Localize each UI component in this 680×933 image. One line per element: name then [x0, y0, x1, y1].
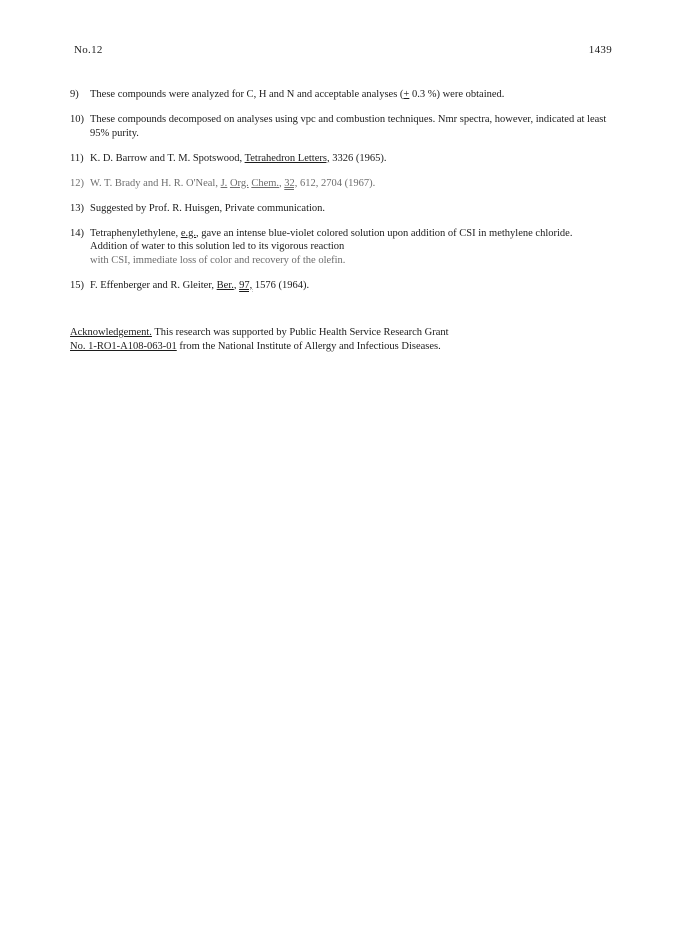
reference-13: 13) Suggested by Prof. R. Huisgen, Private communication.	[70, 202, 326, 214]
reference-number: 12)	[70, 177, 84, 189]
acknowledgement: Acknowledgement. This research was supported by Public Health Service Research Grant No. 1-RO1-A108-063-01 from the National Institute of Allergy and Infectious Diseases.	[70, 327, 449, 352]
journal-issue: No.12	[74, 44, 103, 56]
journal-abbrev: J.	[220, 177, 228, 189]
reference-number: 11)	[70, 152, 84, 164]
grant-number: No. 1-RO1-A108-063-01	[70, 340, 177, 352]
journal-name: Tetrahedron Letters,	[244, 152, 330, 164]
journal-abbrev: Org.	[229, 177, 249, 189]
volume-number: 97,	[239, 279, 253, 291]
volume-number: 32,	[284, 177, 298, 189]
reference-number: 9)	[70, 89, 79, 100]
reference-number: 10)	[70, 114, 84, 125]
reference-11: 11) K. D. Barrow and T. M. Spotswood, Tetrahedron Letters, 3326 (1965).	[70, 152, 387, 164]
references-list	[70, 88, 610, 304]
page-number: 1439	[588, 44, 612, 56]
plus-minus-sign: +	[403, 89, 410, 100]
reference-14: 14) Tetraphenylethylene, e.g., gave an intense blue-violet colored solution upon addition of CSI in methylene chloride. Addition of water to this solution led to its vigorous reaction with CSI, immediate loss of color and recovery of the olefin.	[70, 227, 573, 266]
reference-10: 10) These compounds decomposed on analyses using vpc and combustion techniques. Nmr spectra, however, indicated at least 95% purity.	[70, 114, 607, 139]
reference-9: 9) These compounds were analyzed for C, H and N and acceptable analyses (+ 0.3 %) were obtained.	[70, 89, 505, 100]
reference-12: 12) W. T. Brady and H. R. O'Neal, J. Org. Chem., 32, 612, 2704 (1967).	[70, 177, 376, 189]
reference-number: 14)	[70, 227, 84, 239]
abbreviation-eg: e.g.	[180, 227, 196, 239]
journal-name: Ber.	[216, 279, 234, 291]
reference-15: 15) F. Effenberger and R. Gleiter, Ber., 97, 1576 (1964).	[70, 279, 310, 291]
reference-number: 15)	[70, 279, 84, 291]
reference-number: 13)	[70, 202, 84, 214]
faded-line: with CSI, immediate loss of color and recovery of the olefin.	[90, 254, 346, 266]
acknowledgement-label: Acknowledgement.	[70, 327, 152, 338]
journal-abbrev: Chem.	[251, 177, 280, 189]
